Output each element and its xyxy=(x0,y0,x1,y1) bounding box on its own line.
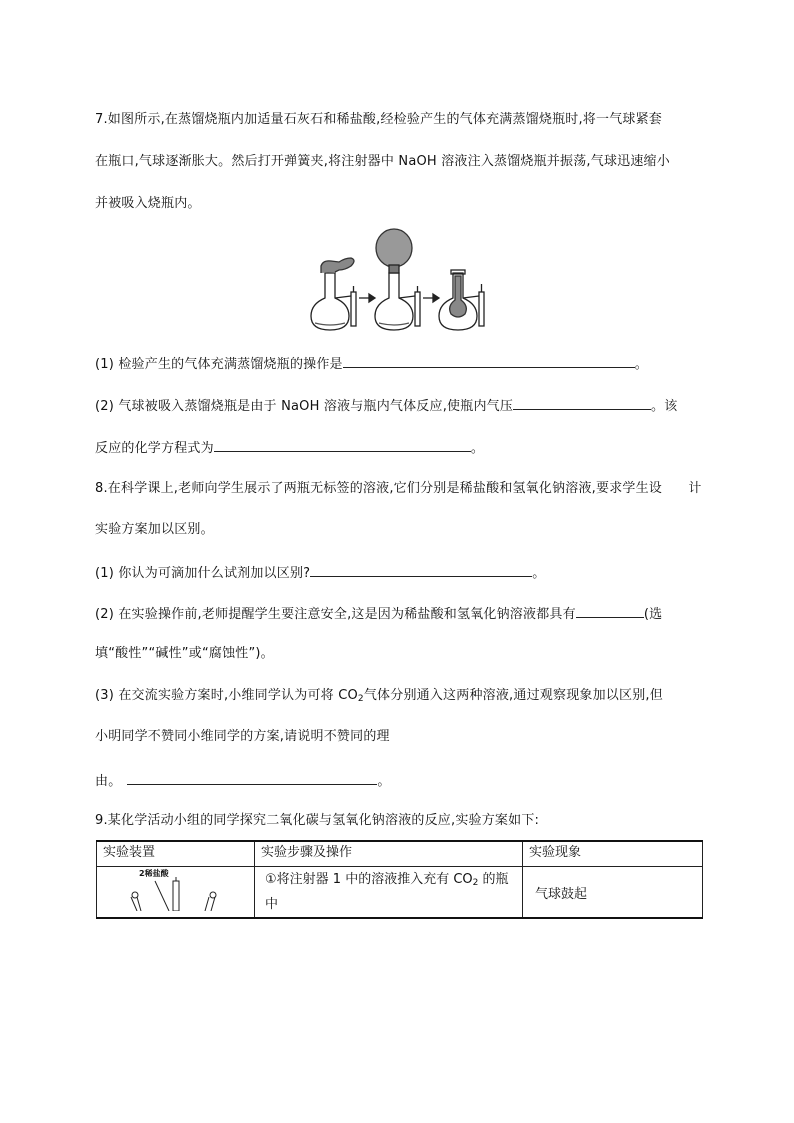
q8-part2-text: (2) 在实验操作前,老师提醒学生要注意安全,这是因为稀盐酸和氢氧化钠溶液都具有 xyxy=(95,607,576,622)
q8-line2: 实验方案加以区别。 xyxy=(95,522,214,537)
step-cell xyxy=(255,867,523,919)
q7-part2-blank[interactable] xyxy=(513,397,651,410)
table-row xyxy=(97,867,703,919)
q7-part1-text: (1) 检验产生的气体充满蒸馏烧瓶的操作是 xyxy=(95,357,343,372)
step-line2: 中 xyxy=(265,897,279,912)
q8-part3-line2: 小明同学不赞同小维同学的方案,请说明不赞同的理 xyxy=(95,729,390,744)
phenomenon-cell xyxy=(523,867,703,919)
q7-part2-line2 xyxy=(95,439,484,457)
q8-line1: 8.在科学课上,老师向学生展示了两瓶无标签的溶液,它们分别是稀盐酸和氢氧化钠溶液,要求学生设 计 xyxy=(95,481,702,496)
step-text-a: ①将注射器 1 中的溶液推入充有 CO xyxy=(265,872,473,887)
q7-part1-blank[interactable] xyxy=(343,355,635,368)
apparatus-label: 2稀盐酸 xyxy=(139,869,169,878)
table-header-row xyxy=(97,841,703,867)
q7-part1 xyxy=(95,355,648,373)
step-text-b: 的瓶 xyxy=(478,872,509,887)
q7-equation-blank[interactable] xyxy=(214,439,471,452)
q7-part2-line2-text: 反应的化学方程式为 xyxy=(95,441,214,456)
q8-part2-end: (选 xyxy=(643,607,663,622)
q8-part3-sub: 2 xyxy=(357,694,364,704)
flask-balloon-figure xyxy=(305,228,495,333)
q7-part2-text: (2) 气球被吸入蒸馏烧瓶是由于 NaOH 溶液与瓶内气体反应,使瓶内气压 xyxy=(95,399,514,414)
phenomenon-text: 气球鼓起 xyxy=(535,886,588,902)
q7-line3: 并被吸入烧瓶内。 xyxy=(95,196,201,211)
q8-part1 xyxy=(95,564,545,582)
q7-line1: 7.如图所示,在蒸馏烧瓶内加适量石灰石和稀盐酸,经检验产生的气体充满蒸馏烧瓶时,将一气球紧套 xyxy=(95,112,663,127)
table-header-cell: 实验现象 xyxy=(523,841,703,867)
q9-experiment-table xyxy=(96,840,703,919)
q7-part2-end: 。该 xyxy=(651,399,678,414)
q7-part2-line2-end: 。 xyxy=(470,441,485,456)
table-header-cell: 实验步骤及操作 xyxy=(255,841,523,867)
q8-part3-line3 xyxy=(95,772,391,790)
q7-line2: 在瓶口,气球逐渐胀大。然后打开弹簧夹,将注射器中 NaOH 溶液注入蒸馏烧瓶并振荡,气球迅速缩小 xyxy=(95,154,670,169)
q8-part2-line2: 填“酸性”“碱性”或“腐蚀性”)。 xyxy=(95,646,274,661)
q8-part1-text: (1) 你认为可滴加什么试剂加以区别? xyxy=(95,566,311,581)
q8-part1-blank[interactable] xyxy=(310,564,532,577)
q9-line1: 9.某化学活动小组的同学探究二氧化碳与氢氧化钠溶液的反应,实验方案如下: xyxy=(95,813,540,828)
q8-part3-line3-text: 由。 xyxy=(95,774,122,789)
q8-part2 xyxy=(95,605,662,623)
q8-part3 xyxy=(95,688,663,707)
q7-part2 xyxy=(95,397,677,415)
apparatus-diagram xyxy=(97,867,253,911)
q8-part2-blank[interactable] xyxy=(576,605,644,618)
q7-part1-end: 。 xyxy=(634,357,648,372)
step-sub: 2 xyxy=(472,878,479,888)
table-header-cell: 实验装置 xyxy=(97,841,255,867)
q8-part3-text-b: 气体分别通入这两种溶液,通过观察现象加以区别,但 xyxy=(363,688,663,703)
q8-part3-end: 。 xyxy=(377,774,391,789)
q8-part3-text-a: (3) 在交流实验方案时,小维同学认为可将 CO xyxy=(95,688,358,703)
q8-part3-blank[interactable] xyxy=(127,772,377,785)
apparatus-cell xyxy=(97,867,255,919)
q8-part1-end: 。 xyxy=(532,566,546,581)
